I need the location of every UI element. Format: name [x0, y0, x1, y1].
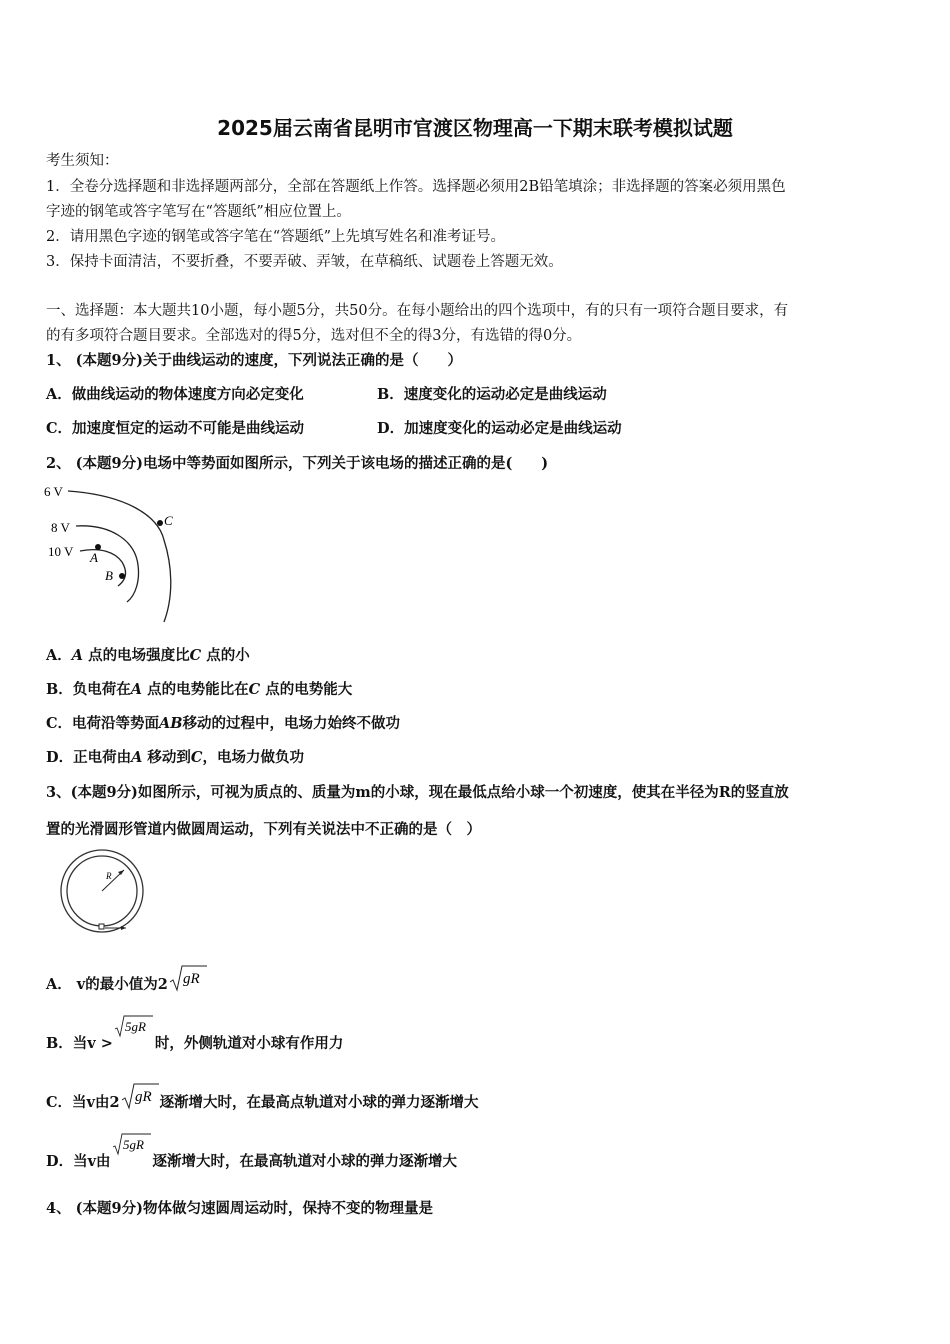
sqrt-5gr [113, 1019, 155, 1054]
notice-item: 3．保持卡面清洁，不要折叠，不要弄破、弄皱，在草稿纸、试题卷上答题无效。 [46, 254, 563, 270]
question-1-stem: 1、 (本题9分)关于曲线运动的速度，下列说法正确的是（ ） [46, 352, 462, 369]
sqrt-gr [168, 971, 208, 995]
label-10v: 10 V [48, 544, 74, 559]
notice-item: 2．请用黑色字迹的钢笔或答字笔在“答题纸”上先填写姓名和准考证号。 [46, 229, 506, 245]
page-title: 2025届云南省昆明市官渡区物理高一下期末联考模拟试题 [217, 116, 733, 140]
question-1-option-a: A．做曲线运动的物体速度方向必定变化 [46, 386, 304, 403]
question-3-option-a: A． v的最小值为2 gR [46, 975, 208, 995]
svg-text:gR: gR [182, 971, 200, 987]
notice-item: 字迹的钢笔或答字笔写在“答题纸”相应位置上。 [46, 204, 351, 220]
question-3-stem-line1: 3、(本题9分)如图所示，可视为质点的、质量为m的小球，现在最低点给小球一个初速度，使其在半径为R的竖直放 [46, 784, 789, 801]
question-2-option-b: B．负电荷在A 点的电势能比在C 点的电势能大 [46, 681, 353, 698]
label-6v: 6 V [44, 484, 63, 499]
question-3-option-c: C．当v由2 gR 逐渐增大时，在最高点轨道对小球的弹力逐渐增大 [46, 1093, 479, 1113]
point-a-label: A [90, 550, 98, 565]
svg-text:5gR: 5gR [122, 1137, 144, 1152]
point-b-label: B [105, 568, 113, 583]
question-2-option-a: A．A 点的电场强度比C 点的小 [46, 647, 250, 664]
section-instructions-line1: 一、选择题：本大题共10小题，每小题5分，共50分。在每小题给出的四个选项中，有的只有一项符合题目要求，有 [46, 303, 789, 319]
question-3-stem-line2: 置的光滑圆形管道内做圆周运动，下列有关说法中不正确的是（ ） [46, 821, 481, 838]
sqrt-gr [120, 1089, 160, 1113]
svg-text:gR: gR [134, 1089, 152, 1105]
question-2-option-d: D．正电荷由A 移动到C，电场力做负功 [46, 749, 304, 766]
question-1-option-d: D．加速度变化的运动必定是曲线运动 [377, 420, 622, 437]
question-2-stem: 2、 (本题9分)电场中等势面如图所示，下列关于该电场的描述正确的是( ) [46, 455, 549, 472]
notice-item: 1．全卷分选择题和非选择题两部分，全部在答题纸上作答。选择题必须用2B铅笔填涂；非选择题的答案必须用黑色 [46, 179, 786, 195]
section-instructions-line2: 的有多项符合题目要求。全部选对的得5分，选对但不全的得3分，有选错的得0分。 [46, 328, 582, 344]
radius-label: R [106, 871, 112, 881]
point-c-label: C [164, 513, 173, 528]
question-2-option-c: C．电荷沿等势面AB移动的过程中，电场力始终不做功 [46, 715, 401, 732]
svg-text:5gR: 5gR [124, 1019, 146, 1034]
question-3-option-b: B．当v > 5gR 时，外侧轨道对小球有作用力 [46, 1034, 343, 1054]
circular-tube-figure [58, 848, 150, 938]
notice-heading: 考生须知： [46, 153, 119, 169]
question-1-option-c: C．加速度恒定的运动不可能是曲线运动 [46, 420, 305, 437]
question-3-option-d: D．当v由 5gR 逐渐增大时，在最高轨道对小球的弹力逐渐增大 [46, 1152, 457, 1172]
equipotential-figure [40, 480, 190, 630]
sqrt-5gr [111, 1137, 153, 1172]
question-4-stem: 4、 (本题9分)物体做匀速圆周运动时，保持不变的物理量是 [46, 1200, 433, 1217]
label-8v: 8 V [51, 520, 70, 535]
question-1-option-b: B．速度变化的运动必定是曲线运动 [377, 386, 607, 403]
